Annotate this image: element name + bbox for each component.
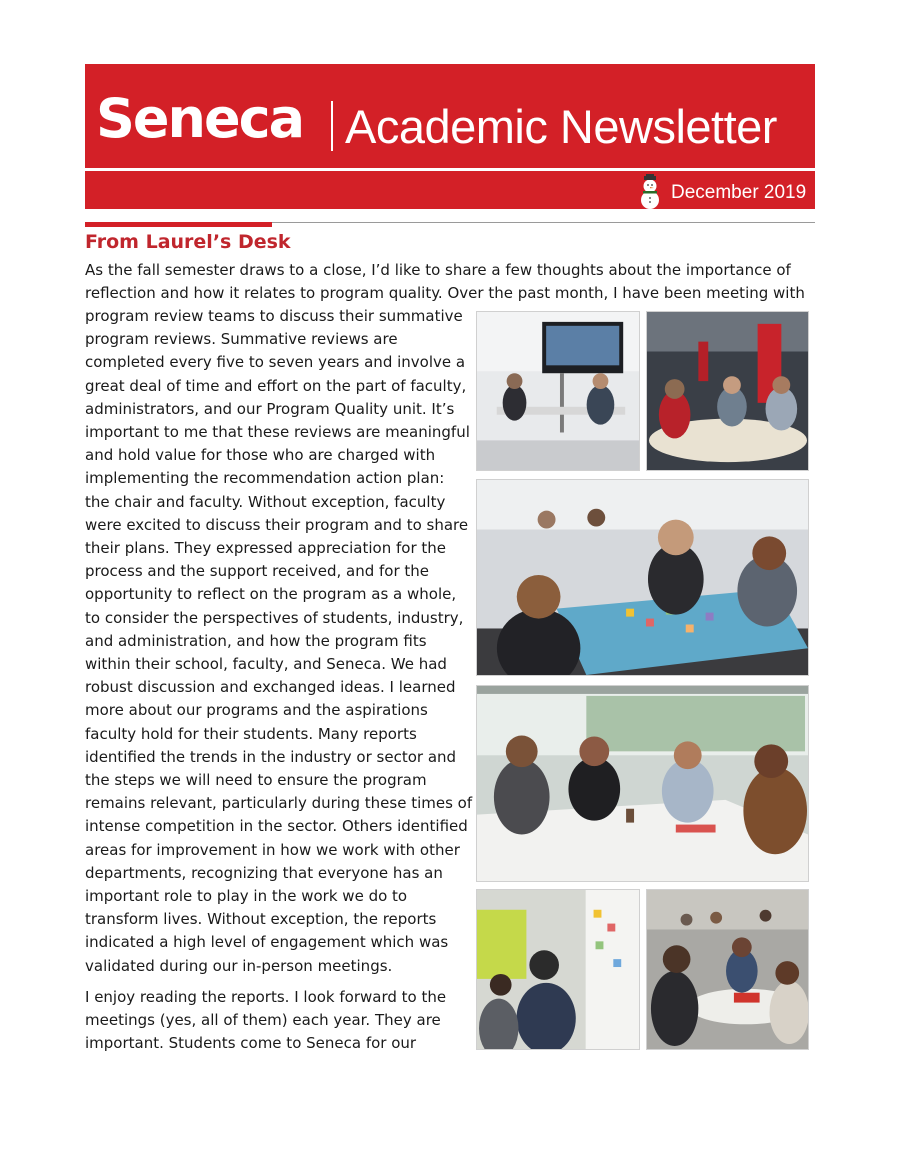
text-line: and hold value for those who are charged with [85,446,436,465]
closing-paragraph [85,986,465,1056]
text-line: more about our programs and the aspirations [85,701,428,720]
snowman-icon [633,174,667,210]
photo-review-meeting-screen [476,311,640,471]
text-line: important. Students come to Seneca for our [85,1034,417,1053]
text-line: implementing the recommendation action plan: [85,469,445,488]
text-line: and administration, and how the program fits [85,631,427,650]
text-line: intense competition in the sector. Others identified [85,817,468,836]
text-line: remains relevant, particularly during these times of [85,794,473,813]
text-line: program reviews. Summative reviews are [85,330,398,349]
photo-whiteboard-session [476,889,640,1050]
section-rule-accent [85,222,272,227]
text-line: program review teams to discuss their summative [85,307,463,325]
text-line: important role to play in the work we do to [85,887,408,906]
text-line: process and the support received, and for the [85,562,430,581]
text-line: were excited to discuss their program and to share [85,515,469,534]
text-line: important to me that these reviews are meaningful [85,423,470,442]
text-line: administrators, and our Program Quality unit. It’s [85,399,455,418]
section-rule [272,222,815,223]
text-line: completed every five to seven years and involve a [85,353,466,372]
text-line: validated during our in-person meetings. [85,956,393,975]
text-line: meetings (yes, all of them) each year. They are [85,1011,441,1030]
text-line: reflection and how it relates to program quality. Over the past month, I have been meeting with [85,284,805,303]
section-heading: From Laurel’s Desk [85,231,291,253]
photo-round-table-group [646,311,809,471]
brand-divider [331,101,333,151]
text-line: the steps we will need to ensure the program [85,771,427,790]
text-line: I enjoy reading the reports. I look forward to the [85,988,447,1006]
photo-table-discussion [476,685,809,882]
text-line: the chair and faculty. Without exception, faculty [85,492,446,511]
text-line: robust discussion and exchanged ideas. I learned [85,678,456,697]
text-line: faculty hold for their students. Many reports [85,724,417,743]
text-line: transform lives. Without exception, the reports [85,910,437,929]
body-paragraph [85,305,473,978]
issue-date: December 2019 [671,182,807,203]
text-line: As the fall semester draws to a close, I’d like to share a few thoughts about the importance of [85,261,791,279]
photo-workshop-sticky-notes [476,479,809,676]
text-line: to consider the perspectives of students, industry, [85,608,464,627]
intro-paragraph [85,259,815,305]
photo-group-worktables [646,889,809,1050]
brand-logo: Seneca [96,87,304,150]
text-line: opportunity to reflect on the program as a whole, [85,585,457,604]
text-line: within their school, faculty, and Seneca. We had [85,655,447,674]
newsletter-title: Academic Newsletter [345,100,777,153]
text-line: great deal of time and effort on the part of faculty, [85,376,467,395]
text-line: identified the trends in the industry or sector and [85,747,457,766]
text-line: areas for improvement in how we work with other [85,840,460,859]
text-line: indicated a high level of engagement which was [85,933,449,952]
text-line: their plans. They expressed appreciation for the [85,539,446,558]
text-line: departments, recognizing that everyone has an [85,863,443,882]
